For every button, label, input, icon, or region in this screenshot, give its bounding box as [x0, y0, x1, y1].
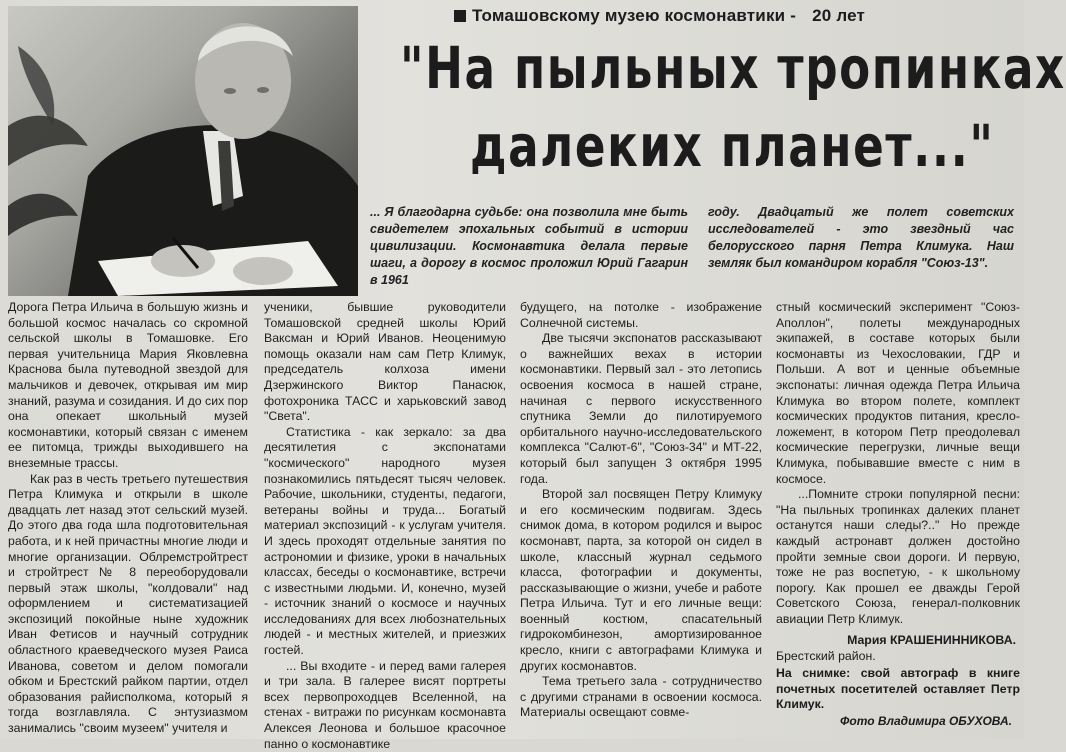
section-rubric [454, 6, 865, 26]
paragraph: будущего, на потолке - изображение Солнечной системы. [520, 300, 762, 330]
text-column-4 [776, 300, 1020, 632]
headline-line-2: далеких планет..." [470, 112, 995, 180]
photo-caption: На снимке: свой автограф в книге почетных посетителей оставляет Петр Климук. [776, 666, 1020, 712]
paragraph: Тема третьего зала - сотрудничество с другими странами в освоении космоса. Материалы освещают совме- [520, 674, 762, 720]
paragraph: стный космический эксперимент "Союз-Аполлон", полеты международных экипажей, в составе которых были космонавты из Чехословакии, ГДР и Польши. А вот и ценные объемные экспонаты: личная одежда Петра Ильича Климука во втором полете, комплект космических продуктов питания, кресло-ложемент, в котором Петр преодолевал космические перегрузки, личные вещи Климука, побывавшие вместе с ним в космосе. [776, 300, 1020, 486]
text-column-1 [8, 300, 248, 736]
lead-paragraph-part-1: ... Я благодарна судьбе: она позволила мне быть свидетелем эпохальных событий в истории цивилизации. Космонавтика делала первые шаги, а дорогу в космос проложил Юрий Гагарин в 1961 [370, 205, 688, 287]
rubric-years: 20 лет [812, 6, 866, 25]
photo-klimuk-signing [8, 6, 358, 296]
author-name: Мария КРАШЕНИННИКОВА. [847, 633, 1016, 647]
paragraph: Две тысячи экспонатов рассказывают о важнейших вехах в истории космонавтики. Первый зал - это летопись освоения космоса в нашей стране, начиная с первого искусственного спутника Земли до пилотируемого орбитального научно-исследовательского комплекса "Салют-6", "Союз-34" и МТ-22, который был запущен 3 октября 1995 года. [520, 331, 762, 486]
bullet-square-icon [454, 10, 466, 22]
rubric-label: Томашовскому музею космонавтики - [472, 6, 797, 25]
paragraph: ...Помните строки популярной песни: "На пыльных тропинках далеких планет останутся наши следы?.." Но прежде каждый астронавт должен достойно пройти земные свои дороги. И первую, тоже не раз воспетую, - к школьному порогу. Как прошел ее дважды Герой Советского Союза, генерал-полковник авиации Петр Климук. [776, 487, 1020, 626]
headline-line-1: "На пыльных тропинках [400, 34, 1066, 102]
paragraph: ... Вы входите - и перед вами галерея и три зала. В галерее висят портреты всех первопроходцев Вселенной, на стенах - витражи по рисункам космонавта Алексея Леонова и большое красочное панно о космонавтике [264, 658, 506, 751]
text-column-3 [520, 300, 762, 736]
paragraph: Как раз в честь третьего путешествия Петра Климука и открыли в школе двадцать лет назад этот сельский музей. До этого два года шла подготовительная работа, и к ней причастны многие люди и многие организации. Облремстройтрест и стройтрест № 8 переоборудовали первый этаж школы, "колдовали" над оформлением и систематизацией экспозиций покойные ныне художник Иван Фетисов и научный сотрудник областного краеведческого музея Раиса Иванова, советом и делом помогали обком и Брестский райком партии, отдел образования райисполкома, который я тогда возглавляла. С энтузиазмом занимались "своим музеем" учителя и [8, 471, 248, 736]
photo-credit: Фото Владимира ОБУХОВА. [840, 714, 1013, 728]
text-column-2 [264, 300, 506, 751]
paragraph: Второй зал посвящен Петру Климуку и его космическим подвигам. Здесь снимок дома, в котором родился и вырос космонавт, парта, за которой он сидел в школе, классный журнал седьмого класса, фотографии и документы, рассказывающие о жизни, учебе и работе Петра Ильича. Тут и его личные вещи: военный костюм, спасательный гидрокомбинезон, амортизированное кресло, книги с автографами Климука и других космонавтов. [520, 487, 762, 673]
article-headline [400, 34, 1066, 184]
lead-paragraph-part-2: году. Двадцатый же полет советских исследователей - это звездный час белорусского парня Петра Климука. Наш земляк был командиром корабля "Союз-13". [708, 205, 1014, 270]
paragraph: Статистика - как зеркало: за два десятилетия с экспонатами "космического" народного музея познакомились пятьдесят тысяч человек. Рабочие, школьники, студенты, педагоги, ветераны войны и труда... Богатый материал экспозиций - к услугам учителя. И здесь проходят отдельные занятия по астрономии и физике, уроки в начальных классах, беседы о космонавтике, встречи с известными людьми. И, конечно, музей - источник знаний о космосе и научных исследованиях для всех любознательных людей - и местных жителей, и приезжих гостей. [264, 424, 506, 658]
paragraph: Дорога Петра Ильича в большую жизнь и большой космос началась со скромной сельской школы в Томашовке. Его первая учительница Мария Яковлевна Краснова была путеводной звездой для мальчиков и девочек, открывая им мир знаний, разума и созидания. И до сих пор она опекает школьный музей космонавтики, который связан с именем ее питомца, трижды выходившего на внеземные трассы. [8, 300, 248, 470]
photo-illustration [8, 6, 358, 296]
paragraph: ученики, бывшие руководители Томашовской средней школы Юрий Ваксман и Юрий Иванов. Неоценимую помощь оказали нам сам Петр Климук, председатель колхоза имени Дзержинского Виктор Панасюк, фотохроника ТАСС и харьковский завод "Света". [264, 300, 506, 424]
author-place: Брестский район. [776, 649, 876, 663]
